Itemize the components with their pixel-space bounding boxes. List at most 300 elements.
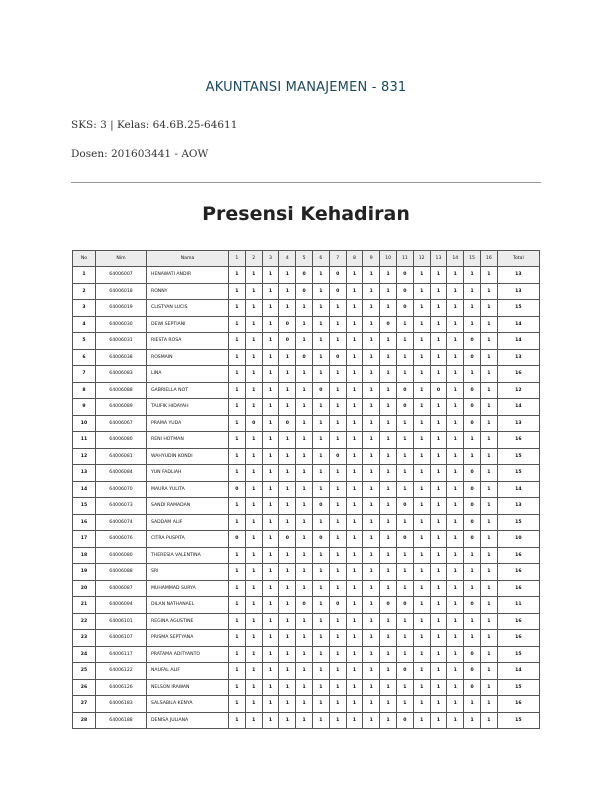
column-header: Nama	[147, 251, 229, 267]
attendance-cell: 1	[413, 432, 430, 449]
attendance-cell: 1	[312, 432, 329, 449]
attendance-cell: 1	[380, 465, 397, 482]
row-number-cell: 10	[73, 415, 96, 432]
attendance-table	[72, 250, 540, 729]
attendance-cell: 1	[413, 580, 430, 597]
attendance-cell: 1	[296, 547, 313, 564]
student-id-cell: 64006067	[96, 415, 147, 432]
attendance-cell: 1	[245, 712, 262, 729]
attendance-cell: 1	[346, 267, 363, 284]
student-name-cell: ROSMAIN	[147, 349, 229, 366]
attendance-cell: 1	[279, 498, 296, 515]
attendance-cell: 1	[464, 712, 481, 729]
attendance-cell: 1	[380, 613, 397, 630]
row-number-cell: 8	[73, 382, 96, 399]
total-cell: 13	[497, 283, 539, 300]
table-row	[73, 465, 540, 482]
total-cell: 16	[497, 630, 539, 647]
attendance-cell: 1	[464, 283, 481, 300]
attendance-cell: 1	[296, 399, 313, 416]
attendance-cell: 1	[229, 300, 246, 317]
table-header-row	[73, 251, 540, 267]
attendance-cell: 1	[245, 531, 262, 548]
student-name-cell: LINA	[147, 366, 229, 383]
attendance-cell: 1	[363, 415, 380, 432]
student-id-cell: 64006087	[96, 580, 147, 597]
attendance-cell: 1	[329, 316, 346, 333]
attendance-cell: 1	[262, 646, 279, 663]
attendance-cell: 1	[262, 580, 279, 597]
attendance-cell: 1	[346, 333, 363, 350]
attendance-cell: 1	[396, 333, 413, 350]
attendance-cell: 1	[380, 349, 397, 366]
attendance-cell: 1	[430, 547, 447, 564]
table-row	[73, 498, 540, 515]
attendance-cell: 1	[363, 712, 380, 729]
attendance-cell: 1	[480, 349, 497, 366]
attendance-cell: 1	[229, 283, 246, 300]
attendance-cell: 1	[363, 300, 380, 317]
student-name-cell: MUHAMMAD SURYA	[147, 580, 229, 597]
attendance-cell: 1	[346, 382, 363, 399]
row-number-cell: 12	[73, 448, 96, 465]
attendance-cell: 1	[447, 333, 464, 350]
attendance-cell: 1	[229, 580, 246, 597]
attendance-cell: 1	[480, 432, 497, 449]
attendance-cell: 1	[480, 481, 497, 498]
attendance-cell: 1	[245, 564, 262, 581]
attendance-cell: 1	[447, 349, 464, 366]
attendance-cell: 1	[413, 300, 430, 317]
attendance-cell: 1	[262, 267, 279, 284]
attendance-cell: 1	[262, 712, 279, 729]
table-row	[73, 663, 540, 680]
attendance-cell: 1	[413, 498, 430, 515]
attendance-cell: 1	[312, 349, 329, 366]
column-header: No	[73, 251, 96, 267]
attendance-cell: 1	[413, 547, 430, 564]
attendance-cell: 0	[464, 465, 481, 482]
student-id-cell: 64006089	[96, 399, 147, 416]
attendance-cell: 1	[346, 712, 363, 729]
attendance-cell: 1	[245, 580, 262, 597]
attendance-cell: 1	[279, 547, 296, 564]
attendance-cell: 1	[430, 267, 447, 284]
attendance-cell: 1	[363, 564, 380, 581]
attendance-cell: 1	[464, 564, 481, 581]
attendance-cell: 1	[447, 399, 464, 416]
total-cell: 11	[497, 597, 539, 614]
row-number-cell: 6	[73, 349, 96, 366]
total-cell: 15	[497, 465, 539, 482]
student-name-cell: TAUFIK HIDAYAH	[147, 399, 229, 416]
attendance-cell: 1	[480, 382, 497, 399]
attendance-cell: 1	[413, 382, 430, 399]
attendance-cell: 1	[346, 448, 363, 465]
attendance-cell: 1	[363, 349, 380, 366]
attendance-cell: 1	[262, 432, 279, 449]
attendance-cell: 0	[464, 333, 481, 350]
attendance-cell: 1	[279, 283, 296, 300]
column-header: Nim	[96, 251, 147, 267]
table-row	[73, 597, 540, 614]
attendance-cell: 1	[296, 696, 313, 713]
attendance-cell: 1	[296, 300, 313, 317]
attendance-cell: 1	[346, 531, 363, 548]
attendance-cell: 1	[447, 580, 464, 597]
column-header: 9	[363, 251, 380, 267]
attendance-cell: 1	[380, 531, 397, 548]
attendance-cell: 1	[413, 564, 430, 581]
row-number-cell: 1	[73, 267, 96, 284]
table-row	[73, 316, 540, 333]
attendance-cell: 1	[312, 283, 329, 300]
attendance-cell: 1	[329, 415, 346, 432]
row-number-cell: 24	[73, 646, 96, 663]
attendance-cell: 0	[296, 283, 313, 300]
attendance-cell: 1	[229, 465, 246, 482]
attendance-cell: 1	[346, 679, 363, 696]
attendance-cell: 1	[363, 366, 380, 383]
attendance-cell: 1	[447, 663, 464, 680]
attendance-cell: 1	[279, 448, 296, 465]
attendance-cell: 1	[329, 432, 346, 449]
attendance-cell: 1	[396, 580, 413, 597]
attendance-cell: 1	[262, 465, 279, 482]
attendance-cell: 1	[430, 564, 447, 581]
attendance-cell: 1	[430, 712, 447, 729]
attendance-cell: 1	[380, 300, 397, 317]
attendance-cell: 0	[279, 316, 296, 333]
attendance-cell: 1	[413, 646, 430, 663]
attendance-cell: 1	[279, 696, 296, 713]
attendance-cell: 1	[430, 349, 447, 366]
attendance-cell: 1	[480, 580, 497, 597]
attendance-cell: 1	[312, 630, 329, 647]
student-id-cell: 64006188	[96, 712, 147, 729]
attendance-cell: 1	[262, 481, 279, 498]
student-id-cell: 64006084	[96, 465, 147, 482]
student-id-cell: 64006083	[96, 366, 147, 383]
student-id-cell: 64006073	[96, 498, 147, 515]
attendance-cell: 1	[396, 448, 413, 465]
attendance-cell: 1	[229, 316, 246, 333]
attendance-cell: 1	[329, 580, 346, 597]
attendance-cell: 1	[464, 300, 481, 317]
student-name-cell: PRATAMA ADITYANTO	[147, 646, 229, 663]
table-row	[73, 300, 540, 317]
row-number-cell: 28	[73, 712, 96, 729]
row-number-cell: 23	[73, 630, 96, 647]
student-name-cell: DENISA JULIANA	[147, 712, 229, 729]
row-number-cell: 19	[73, 564, 96, 581]
attendance-cell: 1	[245, 465, 262, 482]
column-header: 14	[447, 251, 464, 267]
attendance-cell: 1	[363, 613, 380, 630]
attendance-cell: 1	[262, 448, 279, 465]
attendance-cell: 0	[464, 382, 481, 399]
attendance-cell: 1	[245, 399, 262, 416]
attendance-cell: 1	[380, 514, 397, 531]
attendance-cell: 1	[480, 267, 497, 284]
attendance-cell: 0	[396, 663, 413, 680]
row-number-cell: 27	[73, 696, 96, 713]
student-name-cell: PRISMA SEPTYANA	[147, 630, 229, 647]
attendance-cell: 1	[245, 333, 262, 350]
attendance-cell: 1	[480, 564, 497, 581]
attendance-cell: 1	[480, 316, 497, 333]
attendance-cell: 1	[413, 415, 430, 432]
total-cell: 16	[497, 547, 539, 564]
attendance-cell: 0	[312, 382, 329, 399]
student-id-cell: 64006183	[96, 696, 147, 713]
attendance-cell: 1	[245, 382, 262, 399]
attendance-cell: 1	[245, 481, 262, 498]
attendance-cell: 1	[380, 415, 397, 432]
attendance-cell: 1	[312, 399, 329, 416]
attendance-cell: 1	[346, 465, 363, 482]
attendance-cell: 1	[296, 531, 313, 548]
divider	[71, 182, 541, 183]
attendance-cell: 0	[430, 382, 447, 399]
attendance-cell: 1	[464, 432, 481, 449]
attendance-cell: 1	[229, 679, 246, 696]
attendance-cell: 1	[363, 465, 380, 482]
attendance-cell: 1	[245, 663, 262, 680]
attendance-cell: 1	[430, 514, 447, 531]
attendance-cell: 1	[329, 300, 346, 317]
attendance-cell: 1	[447, 481, 464, 498]
attendance-cell: 1	[380, 333, 397, 350]
attendance-cell: 1	[346, 564, 363, 581]
attendance-cell: 1	[262, 630, 279, 647]
attendance-cell: 1	[480, 415, 497, 432]
attendance-cell: 1	[346, 547, 363, 564]
attendance-cell: 1	[329, 646, 346, 663]
attendance-cell: 1	[464, 366, 481, 383]
page-title: Presensi Kehadiran	[202, 203, 410, 225]
column-header: 6	[312, 251, 329, 267]
attendance-cell: 1	[245, 696, 262, 713]
attendance-cell: 1	[430, 300, 447, 317]
attendance-cell: 1	[262, 399, 279, 416]
table-row	[73, 679, 540, 696]
attendance-cell: 0	[464, 531, 481, 548]
row-number-cell: 17	[73, 531, 96, 548]
attendance-cell: 1	[430, 333, 447, 350]
attendance-cell: 1	[413, 531, 430, 548]
attendance-cell: 1	[430, 415, 447, 432]
attendance-cell: 1	[413, 597, 430, 614]
student-name-cell: RONNY	[147, 283, 229, 300]
attendance-cell: 1	[245, 349, 262, 366]
attendance-cell: 1	[447, 382, 464, 399]
attendance-cell: 1	[312, 646, 329, 663]
attendance-cell: 1	[262, 696, 279, 713]
row-number-cell: 22	[73, 613, 96, 630]
attendance-cell: 1	[396, 349, 413, 366]
attendance-cell: 1	[329, 399, 346, 416]
attendance-cell: 1	[279, 663, 296, 680]
attendance-cell: 1	[430, 366, 447, 383]
attendance-cell: 1	[329, 465, 346, 482]
attendance-cell: 1	[363, 696, 380, 713]
attendance-cell: 1	[346, 366, 363, 383]
student-name-cell: SADDAM ALIF	[147, 514, 229, 531]
attendance-cell: 1	[480, 283, 497, 300]
table-row	[73, 349, 540, 366]
student-id-cell: 64006080	[96, 432, 147, 449]
attendance-cell: 1	[363, 679, 380, 696]
attendance-cell: 1	[396, 564, 413, 581]
student-name-cell: THERESIA VALENTINA	[147, 547, 229, 564]
attendance-cell: 1	[380, 547, 397, 564]
row-number-cell: 18	[73, 547, 96, 564]
attendance-cell: 1	[363, 514, 380, 531]
attendance-cell: 1	[296, 448, 313, 465]
attendance-cell: 1	[296, 514, 313, 531]
attendance-cell: 1	[279, 382, 296, 399]
attendance-cell: 1	[413, 316, 430, 333]
total-cell: 15	[497, 712, 539, 729]
attendance-cell: 0	[396, 300, 413, 317]
attendance-cell: 1	[346, 432, 363, 449]
attendance-cell: 1	[329, 663, 346, 680]
row-number-cell: 26	[73, 679, 96, 696]
column-header: 15	[464, 251, 481, 267]
attendance-cell: 0	[464, 399, 481, 416]
attendance-cell: 1	[480, 712, 497, 729]
row-number-cell: 4	[73, 316, 96, 333]
student-id-cell: 64006117	[96, 646, 147, 663]
attendance-cell: 1	[346, 399, 363, 416]
column-header: 8	[346, 251, 363, 267]
student-id-cell: 64006101	[96, 613, 147, 630]
attendance-cell: 1	[312, 448, 329, 465]
total-cell: 15	[497, 300, 539, 317]
attendance-cell: 1	[346, 613, 363, 630]
attendance-cell: 1	[346, 696, 363, 713]
attendance-cell: 1	[447, 630, 464, 647]
attendance-cell: 0	[229, 481, 246, 498]
attendance-cell: 1	[447, 613, 464, 630]
attendance-cell: 1	[312, 547, 329, 564]
student-id-cell: 64006074	[96, 514, 147, 531]
attendance-cell: 0	[296, 267, 313, 284]
attendance-cell: 0	[245, 415, 262, 432]
attendance-cell: 1	[430, 316, 447, 333]
attendance-cell: 1	[245, 316, 262, 333]
attendance-cell: 1	[346, 316, 363, 333]
attendance-cell: 1	[312, 415, 329, 432]
attendance-cell: 1	[363, 630, 380, 647]
attendance-cell: 1	[380, 630, 397, 647]
row-number-cell: 9	[73, 399, 96, 416]
attendance-cell: 1	[480, 300, 497, 317]
student-id-cell: 64006030	[96, 316, 147, 333]
attendance-cell: 1	[262, 415, 279, 432]
table-row	[73, 382, 540, 399]
column-header: 13	[430, 251, 447, 267]
attendance-cell: 1	[464, 630, 481, 647]
attendance-cell: 1	[279, 432, 296, 449]
attendance-cell: 1	[413, 333, 430, 350]
attendance-cell: 0	[396, 283, 413, 300]
table-row	[73, 267, 540, 284]
attendance-cell: 1	[380, 679, 397, 696]
attendance-cell: 0	[464, 349, 481, 366]
attendance-cell: 1	[312, 465, 329, 482]
attendance-cell: 1	[396, 366, 413, 383]
attendance-cell: 1	[480, 333, 497, 350]
attendance-cell: 1	[279, 564, 296, 581]
row-number-cell: 2	[73, 283, 96, 300]
total-cell: 15	[497, 679, 539, 696]
student-name-cell: SALSABILA KENYA	[147, 696, 229, 713]
attendance-cell: 1	[480, 465, 497, 482]
column-header: 5	[296, 251, 313, 267]
attendance-cell: 0	[229, 531, 246, 548]
attendance-cell: 1	[380, 564, 397, 581]
attendance-cell: 1	[229, 448, 246, 465]
student-id-cell: 64006031	[96, 333, 147, 350]
column-header: Total	[497, 251, 539, 267]
attendance-cell: 1	[279, 465, 296, 482]
attendance-cell: 1	[396, 514, 413, 531]
total-cell: 16	[497, 564, 539, 581]
attendance-cell: 1	[312, 316, 329, 333]
attendance-cell: 1	[329, 531, 346, 548]
course-title: AKUNTANSI MANAJEMEN - 831	[205, 80, 407, 95]
attendance-cell: 1	[262, 349, 279, 366]
attendance-cell: 1	[262, 679, 279, 696]
attendance-cell: 1	[346, 597, 363, 614]
attendance-cell: 1	[262, 547, 279, 564]
attendance-cell: 1	[396, 432, 413, 449]
attendance-cell: 1	[363, 580, 380, 597]
attendance-cell: 1	[380, 498, 397, 515]
attendance-cell: 1	[396, 547, 413, 564]
attendance-cell: 1	[480, 448, 497, 465]
attendance-cell: 0	[464, 498, 481, 515]
attendance-cell: 1	[312, 481, 329, 498]
total-cell: 16	[497, 613, 539, 630]
attendance-cell: 1	[363, 646, 380, 663]
attendance-cell: 1	[229, 267, 246, 284]
attendance-cell: 1	[363, 498, 380, 515]
attendance-cell: 1	[329, 547, 346, 564]
attendance-cell: 1	[447, 432, 464, 449]
attendance-cell: 1	[413, 630, 430, 647]
attendance-cell: 0	[464, 597, 481, 614]
attendance-cell: 1	[279, 712, 296, 729]
student-name-cell: RENI HOTMAN	[147, 432, 229, 449]
student-name-cell: HENAWATI ANDIR	[147, 267, 229, 284]
row-number-cell: 5	[73, 333, 96, 350]
attendance-cell: 1	[447, 283, 464, 300]
attendance-cell: 1	[396, 316, 413, 333]
column-header: 3	[262, 251, 279, 267]
attendance-cell: 1	[329, 712, 346, 729]
attendance-cell: 1	[430, 663, 447, 680]
attendance-cell: 1	[296, 580, 313, 597]
attendance-cell: 0	[380, 316, 397, 333]
attendance-cell: 1	[279, 679, 296, 696]
total-cell: 10	[497, 531, 539, 548]
student-name-cell: CITRA PUSPITA	[147, 531, 229, 548]
attendance-cell: 1	[480, 597, 497, 614]
attendance-cell: 1	[413, 679, 430, 696]
